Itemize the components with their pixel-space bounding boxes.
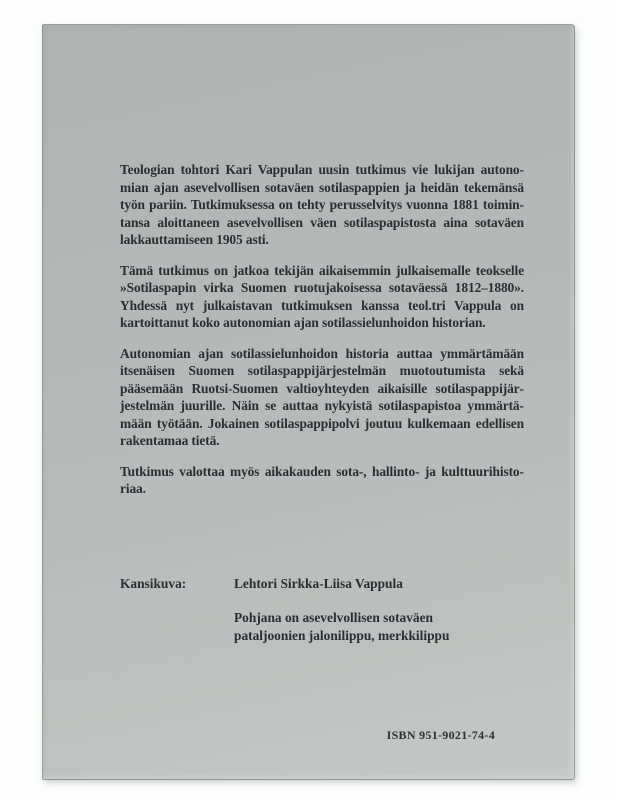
blurb-paragraph-1: Teologian tohtori Kari Vappulan uusin tutkimus vie lukijan autonomian ajan asevelvollisen sotaväen sotilaspappien ja heidän tekemänsä työn pariin. Tutkimuksessa on tehty perusselvitys vuonna 1881 toimintansa aloittaneen asevelvollisen väen sotilaspapistosta aina sotaväen lakkauttamiseen 1905 asti.	[120, 162, 524, 247]
cover-credit-note-line-2: pataljoonien jalonilippu, merkkilippu	[234, 627, 450, 643]
cover-credit-body	[234, 575, 524, 645]
blurb-paragraph-2: Tämä tutkimus on jatkoa tekijän aikaisemmin julkaisemalle teokselle »Sotilaspapin virka Suomen ruotujakoisessa sotaväessä 1812–1880». Yhdessä nyt julkaistavan tutkimuksen kanssa teol.tri Vappula on kartoittanut koko autonomian ajan sotilassielunhoidon historian.	[120, 262, 524, 330]
blurb-paragraph-4: Tutkimus valottaa myös aikakauden sota-, hallinto- ja kulttuurihistoriaa.	[120, 463, 524, 496]
isbn-text: ISBN 951-9021-74-4	[386, 728, 495, 742]
book-back-cover	[42, 24, 575, 780]
blurb-paragraph-3: Autonomian ajan sotilassielunhoidon historia auttaa ymmärtämään itsenäisen Suomen sotilaspappijärjestelmän muotoutumista sekä pääsemään Ruotsi-Suomen valtioyhteyden aikaisille sotilaspappijärjestelmän juurille. Näin se auttaa nykyistä sotilaspapistoa ymmärtämään työtään. Jokainen sotilaspappipolvi joutuu kulkemaan edellisen rakentamaa tietä.	[120, 345, 524, 448]
cover-credit-label: Kansikuva:	[120, 576, 187, 591]
cover-credit	[120, 575, 524, 645]
cover-credit-note	[234, 609, 524, 645]
cover-credit-artist: Lehtori Sirkka-Liisa Vappula	[234, 576, 403, 591]
blurb	[120, 161, 524, 511]
cover-credit-note-line-1: Pohjana on asevelvollisen sotaväen	[234, 609, 434, 625]
